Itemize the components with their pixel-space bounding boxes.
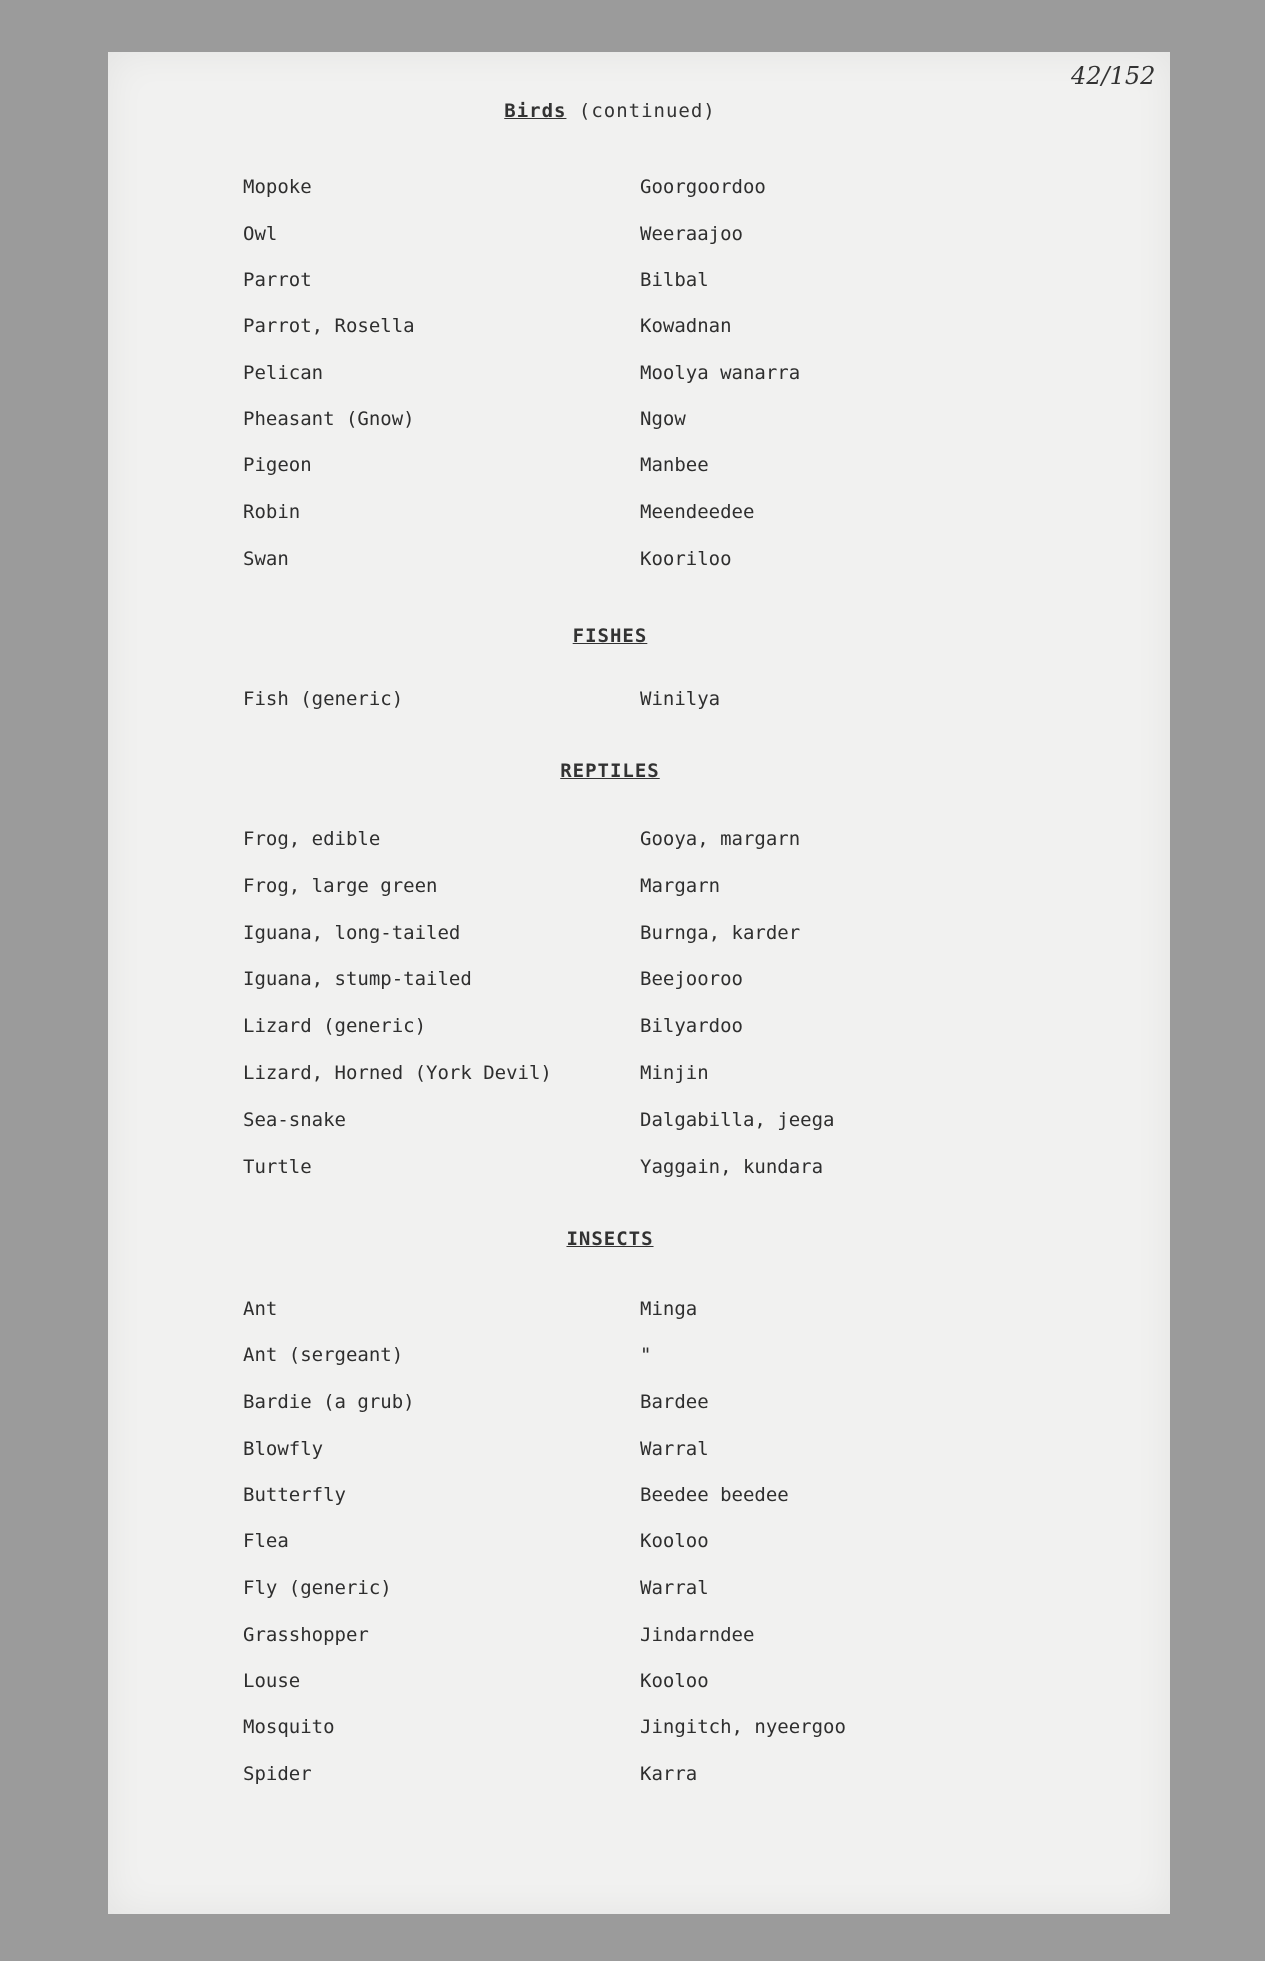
section-title: REPTILES [560,760,660,782]
aboriginal-term: Ngow [640,408,686,430]
aboriginal-term: Karra [640,1763,698,1785]
aboriginal-term: Manbee [640,454,709,476]
vocabulary-row [0,548,1220,578]
vocabulary-row [0,454,1220,484]
folio-number: 42/152 [1071,62,1156,90]
english-term: Iguana, long-tailed [243,922,461,944]
aboriginal-term: Beejooroo [640,968,743,990]
english-term: Frog, edible [243,828,381,850]
aboriginal-term: Moolya wanarra [640,362,801,384]
vocabulary-row [0,269,1220,299]
aboriginal-term: Gooya, margarn [640,828,801,850]
vocabulary-row [0,922,1220,952]
aboriginal-term: Warral [640,1577,709,1599]
aboriginal-term: Bilyardoo [640,1015,743,1037]
section-title: Birds [504,100,567,122]
english-term: Robin [243,501,301,523]
aboriginal-term: " [640,1344,652,1366]
section-title-suffix: (continued) [566,100,716,122]
aboriginal-term: Warral [640,1438,709,1460]
aboriginal-term: Jingitch, nyeergoo [640,1716,846,1738]
vocabulary-row [0,1763,1220,1793]
vocabulary-row [0,1624,1220,1654]
vocabulary-row [0,1670,1220,1700]
aboriginal-term: Goorgoordoo [640,176,766,198]
vocabulary-row [0,1716,1220,1746]
vocabulary-row [0,1298,1220,1328]
english-term: Swan [243,548,289,570]
vocabulary-row [0,688,1220,718]
english-term: Mopoke [243,176,312,198]
vocabulary-row [0,176,1220,206]
aboriginal-term: Margarn [640,875,721,897]
vocabulary-row [0,223,1220,253]
vocabulary-row [0,501,1220,531]
vocabulary-row [0,1344,1220,1374]
english-term: Louse [243,1670,301,1692]
english-term: Fish (generic) [243,688,404,710]
english-term: Frog, large green [243,875,438,897]
aboriginal-term: Kooriloo [640,548,732,570]
english-term: Lizard, Horned (York Devil) [243,1062,552,1084]
english-term: Iguana, stump-tailed [243,968,472,990]
vocabulary-row [0,1109,1220,1139]
aboriginal-term: Bardee [640,1391,709,1413]
aboriginal-term: Minga [640,1298,698,1320]
section-heading [0,1228,1220,1250]
section-heading [0,100,1220,122]
english-term: Pigeon [243,454,312,476]
section-heading [0,625,1220,647]
vocabulary-row [0,1484,1220,1514]
aboriginal-term: Minjin [640,1062,709,1084]
english-term: Lizard (generic) [243,1015,427,1037]
section-heading [0,760,1220,782]
vocabulary-row [0,828,1220,858]
vocabulary-row [0,1577,1220,1607]
english-term: Ant (sergeant) [243,1344,404,1366]
vocabulary-row [0,1062,1220,1092]
english-term: Flea [243,1530,289,1552]
vocabulary-row [0,408,1220,438]
english-term: Bardie (a grub) [243,1391,415,1413]
vocabulary-row [0,875,1220,905]
english-term: Ant [243,1298,278,1320]
vocabulary-row [0,362,1220,392]
aboriginal-term: Meendeedee [640,501,755,523]
english-term: Sea-snake [243,1109,346,1131]
aboriginal-term: Kooloo [640,1530,709,1552]
aboriginal-term: Kooloo [640,1670,709,1692]
aboriginal-term: Yaggain, kundara [640,1156,824,1178]
english-term: Spider [243,1763,312,1785]
vocabulary-row [0,1015,1220,1045]
aboriginal-term: Beedee beedee [640,1484,789,1506]
aboriginal-term: Jindarndee [640,1624,755,1646]
english-term: Butterfly [243,1484,346,1506]
aboriginal-term: Kowadnan [640,315,732,337]
aboriginal-term: Weeraajoo [640,223,743,245]
english-term: Pelican [243,362,324,384]
english-term: Parrot [243,269,312,291]
english-term: Grasshopper [243,1624,369,1646]
english-term: Pheasant (Gnow) [243,408,415,430]
vocabulary-row [0,968,1220,998]
english-term: Blowfly [243,1438,324,1460]
vocabulary-row [0,1438,1220,1468]
english-term: Fly (generic) [243,1577,392,1599]
vocabulary-row [0,1391,1220,1421]
aboriginal-term: Dalgabilla, jeega [640,1109,835,1131]
vocabulary-row [0,1156,1220,1186]
english-term: Turtle [243,1156,312,1178]
section-title: INSECTS [566,1228,654,1250]
section-title: FISHES [572,625,648,647]
aboriginal-term: Winilya [640,688,721,710]
aboriginal-term: Bilbal [640,269,709,291]
english-term: Mosquito [243,1716,335,1738]
aboriginal-term: Burnga, karder [640,922,801,944]
vocabulary-row [0,1530,1220,1560]
english-term: Owl [243,223,278,245]
vocabulary-row [0,315,1220,345]
english-term: Parrot, Rosella [243,315,415,337]
